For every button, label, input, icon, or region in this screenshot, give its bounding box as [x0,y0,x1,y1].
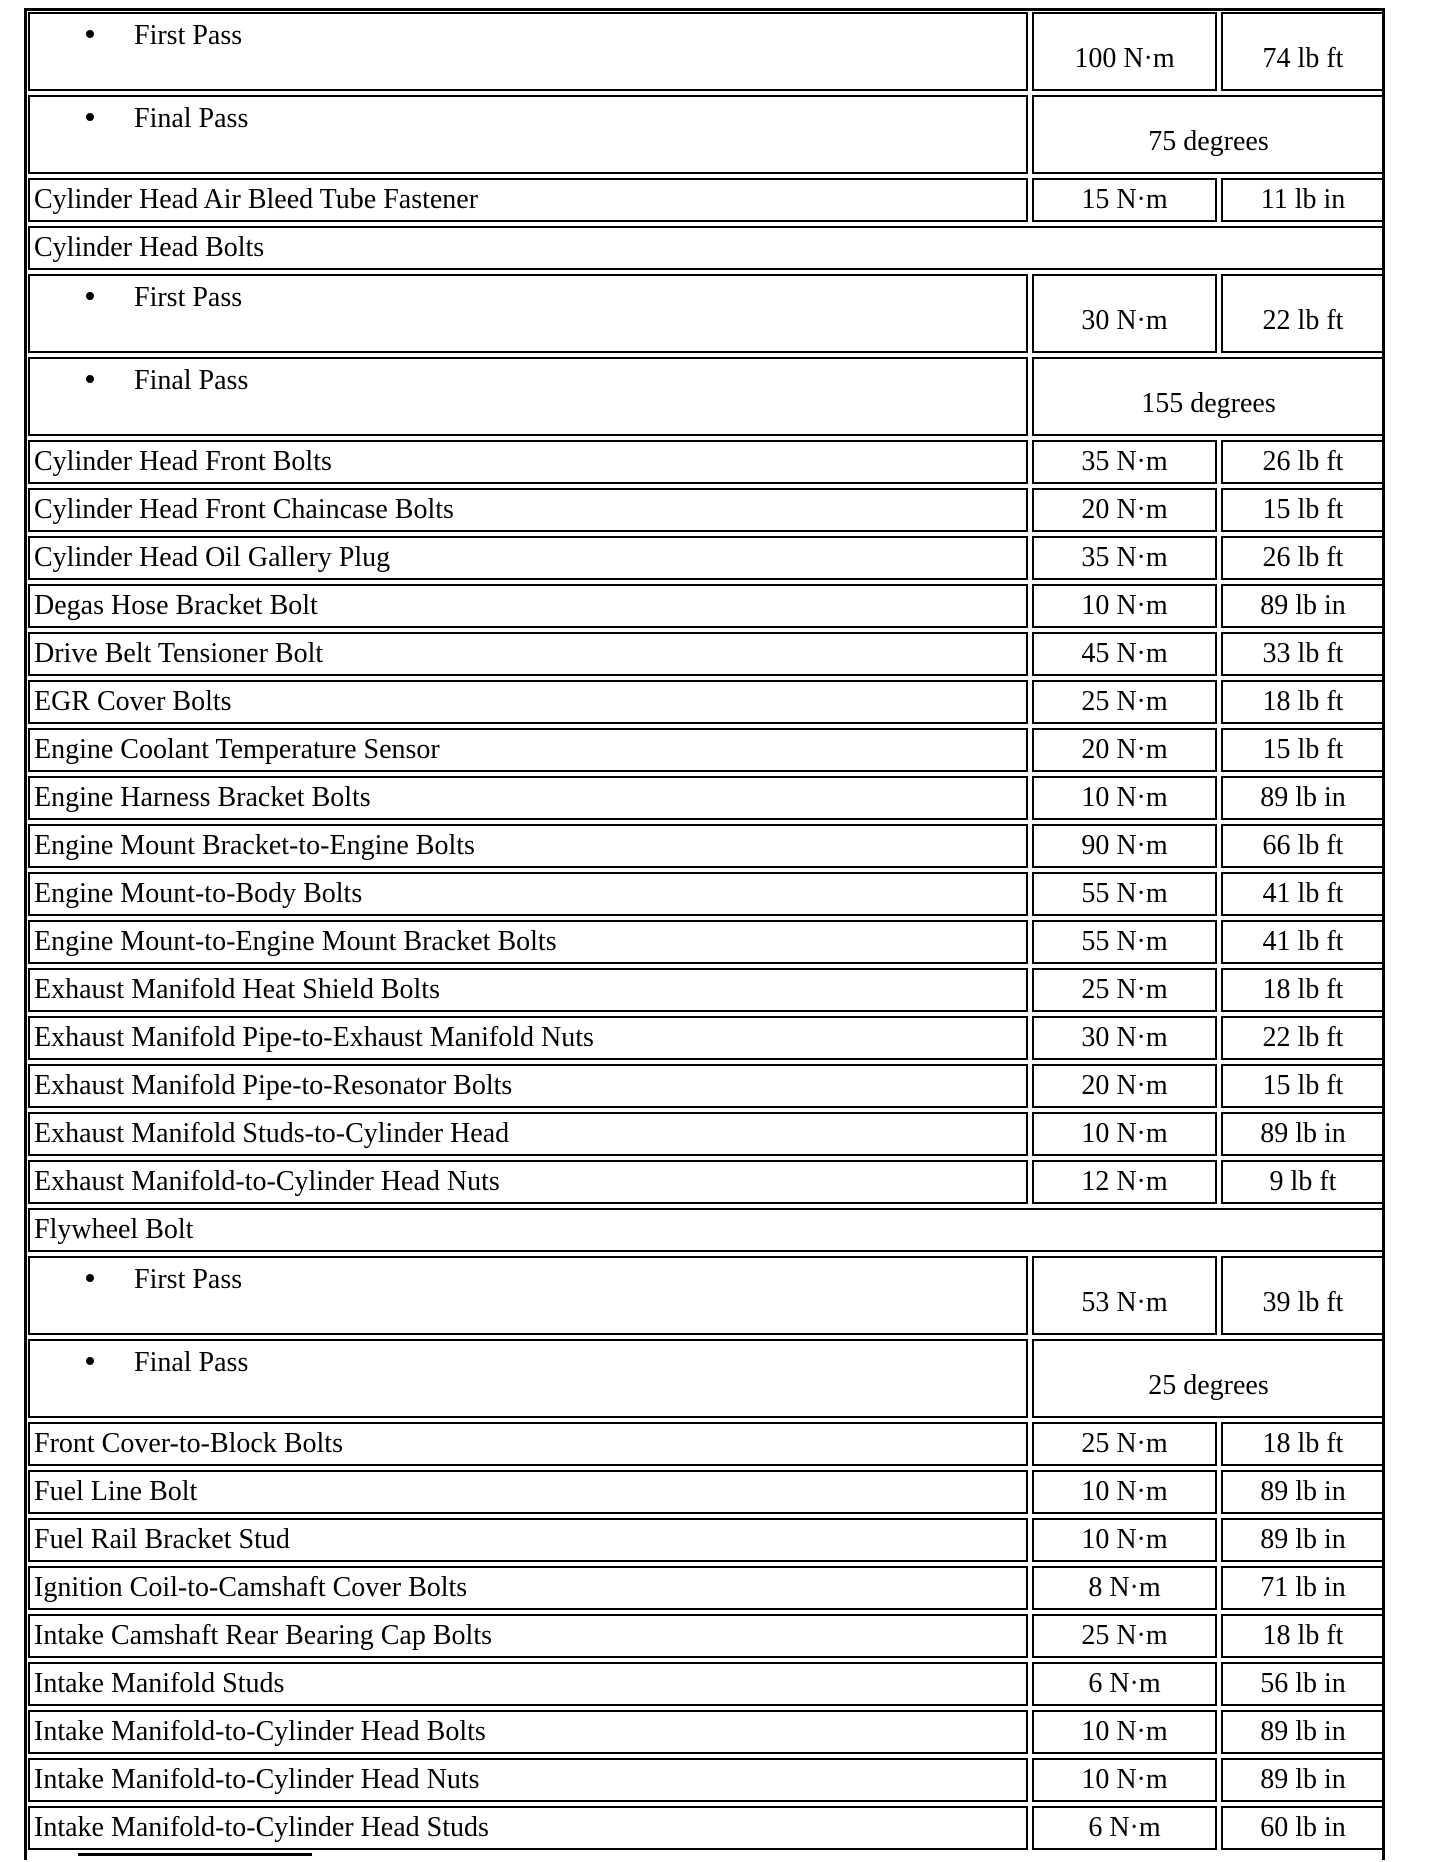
spec-row [28,1470,1385,1514]
angle-value: 25 degrees [1032,1339,1385,1418]
spec-row [28,1566,1385,1610]
pass-cell [28,1339,1028,1418]
fastener-label: Cylinder Head Front Bolts [28,440,1028,484]
metric-value: 25 N·m [1032,1422,1217,1466]
english-value: 22 lb ft [1221,274,1385,353]
english-value: 26 lb ft [1221,440,1385,484]
bullet-icon [86,375,94,383]
english-value: 56 lb in [1221,1662,1385,1706]
fastener-label: Cylinder Head Air Bleed Tube Fastener [28,178,1028,222]
spec-row [28,1518,1385,1562]
pass-label: First Pass [134,1264,243,1295]
pass-label: Final Pass [134,103,249,134]
english-value: 89 lb in [1221,584,1385,628]
spec-row [28,178,1385,222]
pass-label: Final Pass [134,365,249,396]
english-value: 11 lb in [1221,178,1385,222]
bottom-rule [78,1853,312,1856]
spec-row [28,920,1385,964]
english-value: 41 lb ft [1221,872,1385,916]
pass-angle-row [28,1339,1385,1418]
fastener-label: Exhaust Manifold Pipe-to-Exhaust Manifold Nuts [28,1016,1028,1060]
pass-label: First Pass [134,282,243,313]
spec-row [28,1710,1385,1754]
metric-value: 10 N·m [1032,1710,1217,1754]
metric-value: 25 N·m [1032,680,1217,724]
english-value: 39 lb ft [1221,1256,1385,1335]
spec-row [28,680,1385,724]
fastener-label: Exhaust Manifold Studs-to-Cylinder Head [28,1112,1028,1156]
metric-value: 55 N·m [1032,920,1217,964]
metric-value: 20 N·m [1032,728,1217,772]
english-value: 18 lb ft [1221,1614,1385,1658]
group-label: Flywheel Bolt [28,1208,1385,1252]
metric-value: 30 N·m [1032,1016,1217,1060]
metric-value: 25 N·m [1032,1614,1217,1658]
english-value: 26 lb ft [1221,536,1385,580]
pass-angle-row [28,95,1385,174]
fastener-label: Front Cover-to-Block Bolts [28,1422,1028,1466]
english-value: 41 lb ft [1221,920,1385,964]
fastener-label: Engine Mount Bracket-to-Engine Bolts [28,824,1028,868]
english-value: 89 lb in [1221,1470,1385,1514]
english-value: 15 lb ft [1221,488,1385,532]
metric-value: 10 N·m [1032,1518,1217,1562]
spec-row [28,776,1385,820]
fastener-label: Intake Manifold Studs [28,1662,1028,1706]
english-value: 18 lb ft [1221,1422,1385,1466]
spec-row [28,824,1385,868]
bullet-icon [86,30,94,38]
angle-value: 75 degrees [1032,95,1385,174]
group-label: Cylinder Head Bolts [28,226,1385,270]
fastener-label: Engine Coolant Temperature Sensor [28,728,1028,772]
spec-row [28,1662,1385,1706]
angle-value: 155 degrees [1032,357,1385,436]
metric-value: 10 N·m [1032,1470,1217,1514]
bullet-icon [86,292,94,300]
english-value: 89 lb in [1221,1710,1385,1754]
fastener-label: Fuel Line Bolt [28,1470,1028,1514]
metric-value: 30 N·m [1032,274,1217,353]
metric-value: 12 N·m [1032,1160,1217,1204]
spec-row [28,1064,1385,1108]
fastener-label: Ignition Coil-to-Camshaft Cover Bolts [28,1566,1028,1610]
fastener-label: Engine Mount-to-Engine Mount Bracket Bolts [28,920,1028,964]
fastener-label: Intake Camshaft Rear Bearing Cap Bolts [28,1614,1028,1658]
spec-group-header [28,1208,1385,1252]
spec-row [28,1016,1385,1060]
fastener-label: Drive Belt Tensioner Bolt [28,632,1028,676]
english-value: 89 lb in [1221,1518,1385,1562]
pass-label: First Pass [134,20,243,51]
pass-cell [28,95,1028,174]
metric-value: 100 N·m [1032,12,1217,91]
spec-row [28,1160,1385,1204]
spec-row [28,968,1385,1012]
metric-value: 6 N·m [1032,1662,1217,1706]
english-value: 22 lb ft [1221,1016,1385,1060]
metric-value: 90 N·m [1032,824,1217,868]
metric-value: 45 N·m [1032,632,1217,676]
spec-row [28,536,1385,580]
metric-value: 10 N·m [1032,776,1217,820]
fastener-label: Degas Hose Bracket Bolt [28,584,1028,628]
metric-value: 15 N·m [1032,178,1217,222]
fastener-label: Fuel Rail Bracket Stud [28,1518,1028,1562]
bullet-icon [86,1357,94,1365]
pass-label: Final Pass [134,1347,249,1378]
fastener-label: Intake Manifold-to-Cylinder Head Studs [28,1806,1028,1850]
fastener-label: Cylinder Head Front Chaincase Bolts [28,488,1028,532]
english-value: 89 lb in [1221,1758,1385,1802]
metric-value: 10 N·m [1032,1112,1217,1156]
spec-row [28,584,1385,628]
english-value: 60 lb in [1221,1806,1385,1850]
torque-spec-table [24,8,1389,1854]
pass-row [28,1256,1385,1335]
torque-spec-body [28,12,1385,1850]
pass-cell [28,357,1028,436]
pass-row [28,274,1385,353]
spec-row [28,1758,1385,1802]
spec-row [28,632,1385,676]
spec-row [28,1112,1385,1156]
english-value: 66 lb ft [1221,824,1385,868]
spec-row [28,488,1385,532]
spec-row [28,1422,1385,1466]
fastener-label: Exhaust Manifold Heat Shield Bolts [28,968,1028,1012]
spec-row [28,440,1385,484]
metric-value: 10 N·m [1032,1758,1217,1802]
english-value: 15 lb ft [1221,1064,1385,1108]
pass-row [28,12,1385,91]
spec-row [28,728,1385,772]
fastener-label: Intake Manifold-to-Cylinder Head Bolts [28,1710,1028,1754]
fastener-label: Intake Manifold-to-Cylinder Head Nuts [28,1758,1028,1802]
pass-cell [28,274,1028,353]
metric-value: 53 N·m [1032,1256,1217,1335]
english-value: 89 lb in [1221,776,1385,820]
metric-value: 6 N·m [1032,1806,1217,1850]
metric-value: 8 N·m [1032,1566,1217,1610]
spec-row [28,1806,1385,1850]
pass-cell [28,12,1028,91]
english-value: 15 lb ft [1221,728,1385,772]
fastener-label: Engine Mount-to-Body Bolts [28,872,1028,916]
english-value: 74 lb ft [1221,12,1385,91]
fastener-label: Engine Harness Bracket Bolts [28,776,1028,820]
fastener-label: EGR Cover Bolts [28,680,1028,724]
fastener-label: Exhaust Manifold Pipe-to-Resonator Bolts [28,1064,1028,1108]
english-value: 89 lb in [1221,1112,1385,1156]
pass-cell [28,1256,1028,1335]
english-value: 71 lb in [1221,1566,1385,1610]
metric-value: 10 N·m [1032,584,1217,628]
english-value: 33 lb ft [1221,632,1385,676]
spec-row [28,872,1385,916]
metric-value: 25 N·m [1032,968,1217,1012]
metric-value: 20 N·m [1032,488,1217,532]
fastener-label: Cylinder Head Oil Gallery Plug [28,536,1028,580]
english-value: 9 lb ft [1221,1160,1385,1204]
english-value: 18 lb ft [1221,968,1385,1012]
pass-angle-row [28,357,1385,436]
english-value: 18 lb ft [1221,680,1385,724]
fastener-label: Exhaust Manifold-to-Cylinder Head Nuts [28,1160,1028,1204]
metric-value: 35 N·m [1032,536,1217,580]
spec-row [28,1614,1385,1658]
metric-value: 35 N·m [1032,440,1217,484]
bullet-icon [86,1274,94,1282]
metric-value: 20 N·m [1032,1064,1217,1108]
metric-value: 55 N·m [1032,872,1217,916]
spec-group-header [28,226,1385,270]
bullet-icon [86,113,94,121]
